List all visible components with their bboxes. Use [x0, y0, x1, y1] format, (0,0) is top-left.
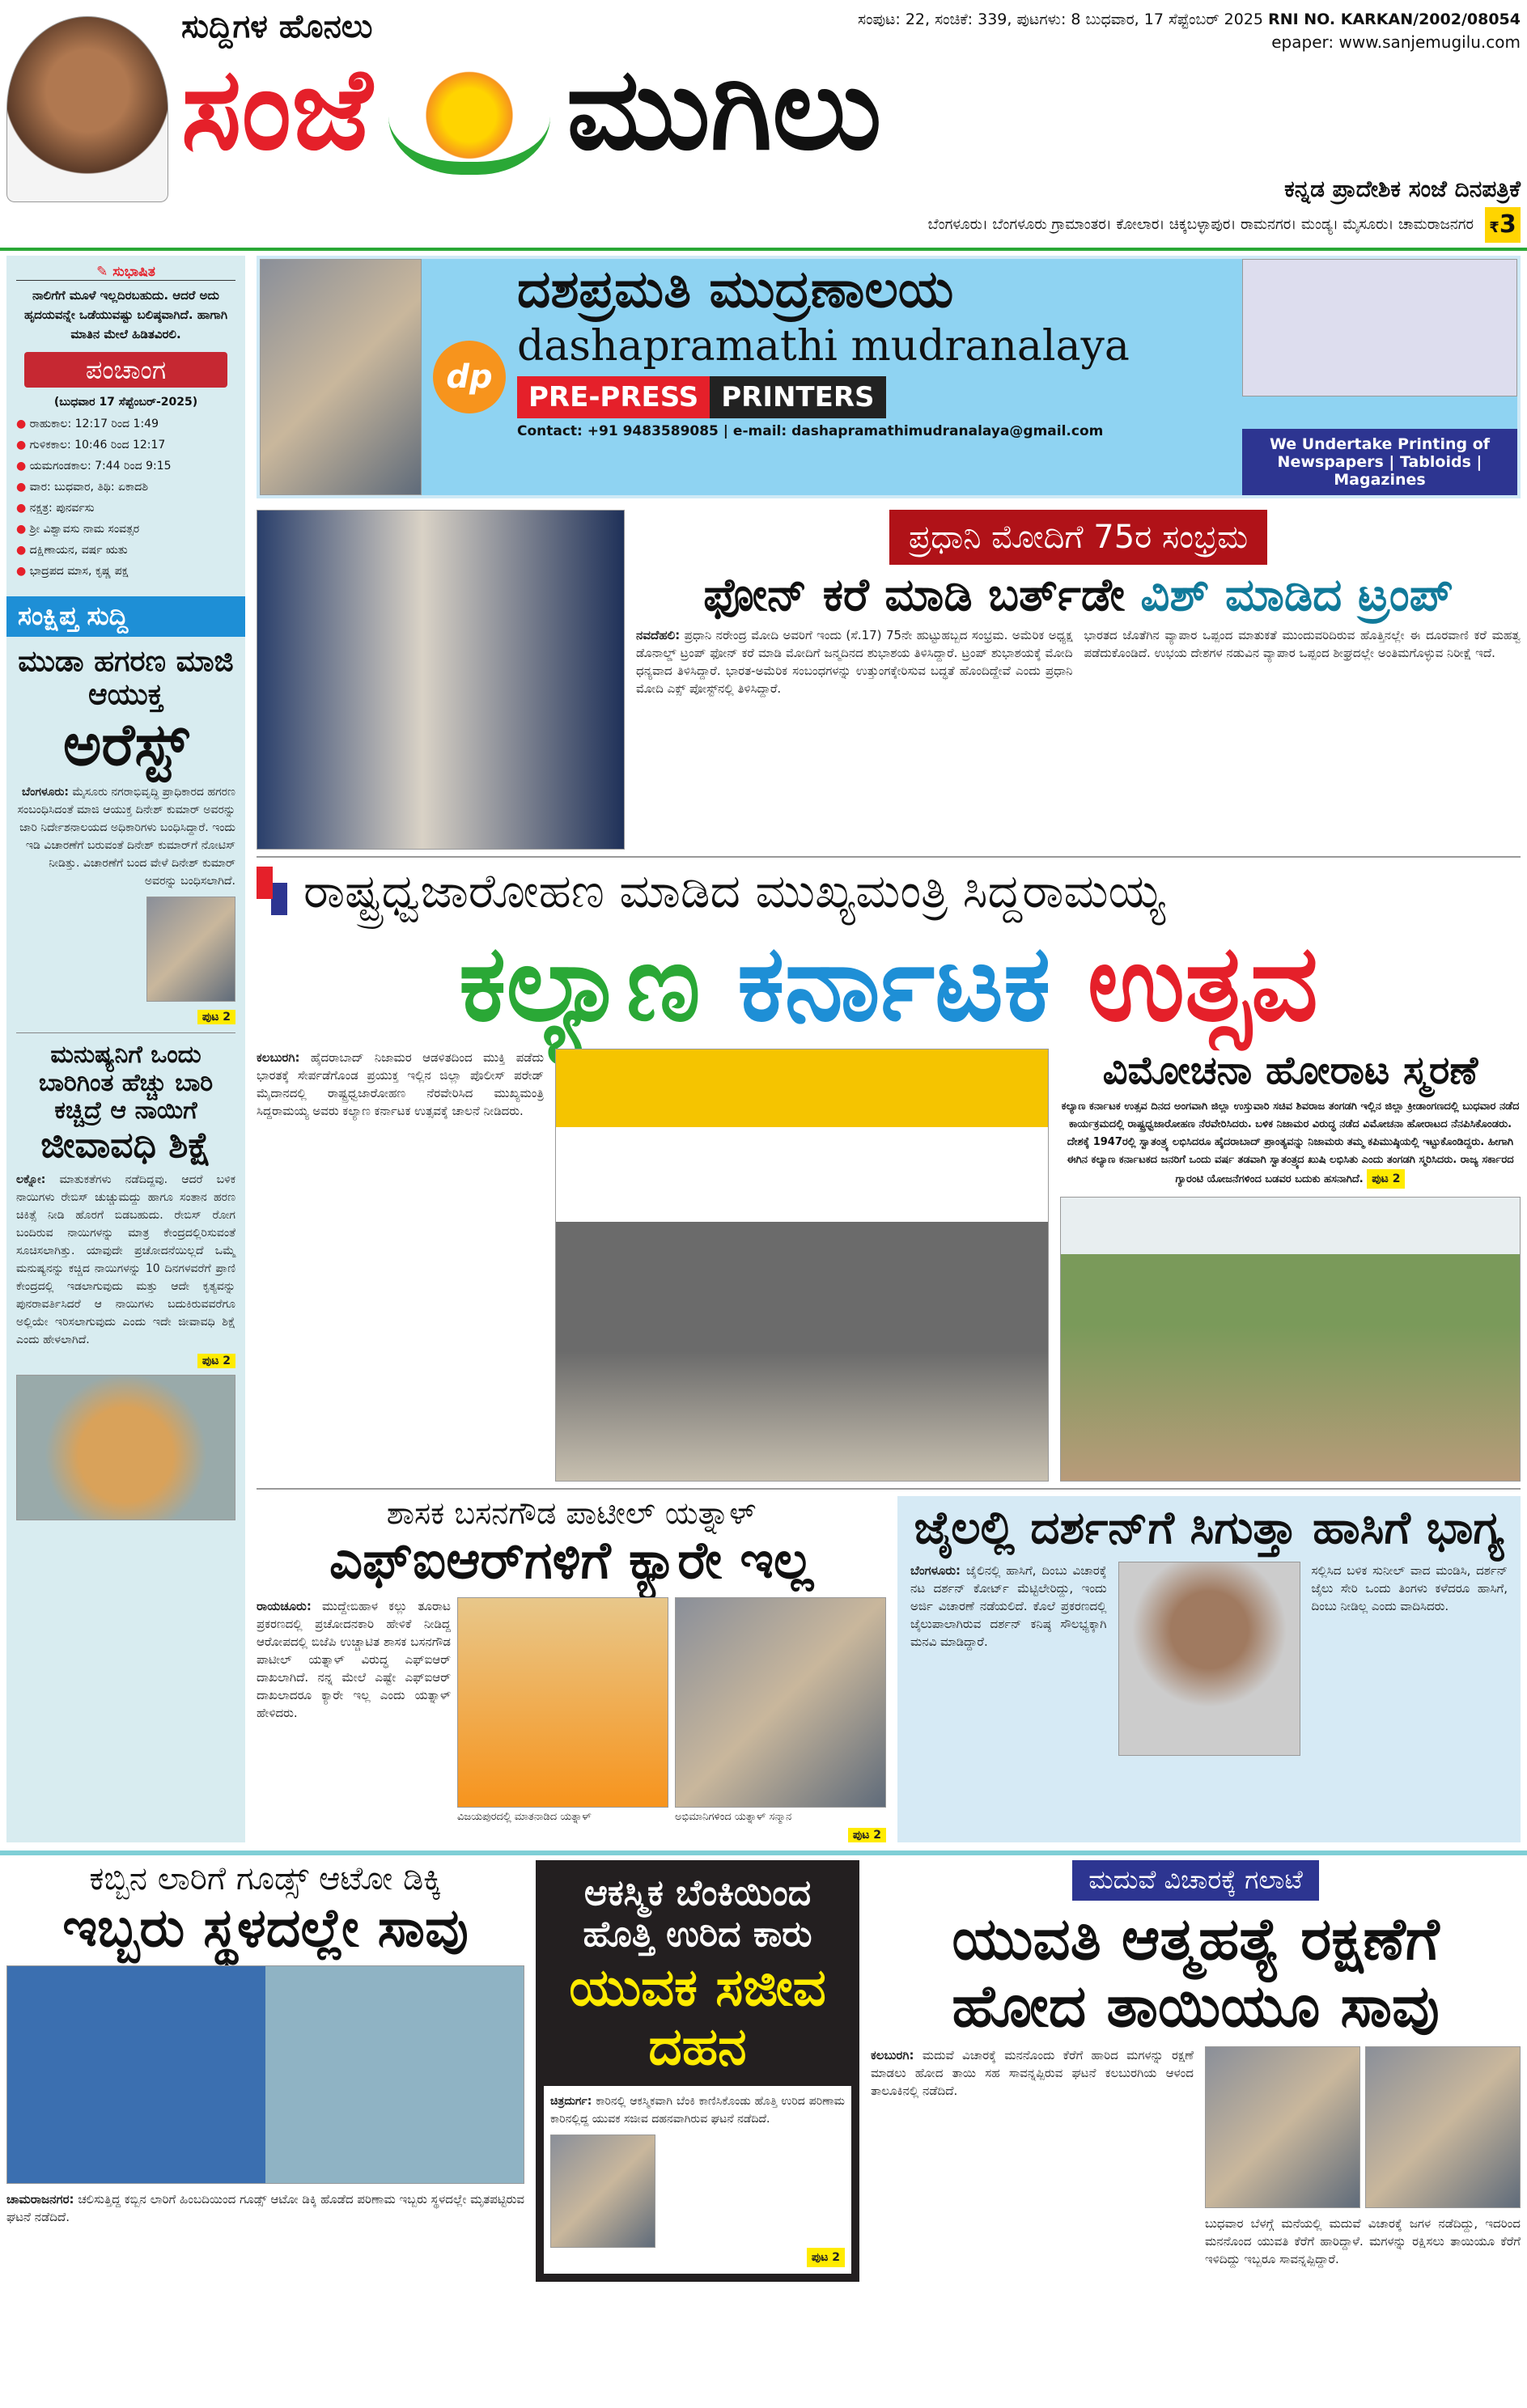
yatnal-felicitation-photo: [675, 1597, 886, 1808]
kalyana-headline: ಕಲ್ಯಾಣ ಕರ್ನಾಟಕ ಉತ್ಸವ: [459, 921, 1318, 1045]
brief-news-title: ಸಂಕ್ಷಿಪ್ತ ಸುದ್ದಿ: [6, 596, 245, 637]
darshan-story: [897, 1496, 1521, 1842]
modi-trump-photo: [257, 510, 625, 850]
continued-page-link[interactable]: ಪುಟ 2: [197, 1354, 235, 1368]
panchanga-item: ● ಭಾದ್ರಪದ ಮಾಸ, ಕೃಷ್ಣ ಪಕ್ಷ: [16, 565, 129, 578]
mother-photo: [1365, 2046, 1521, 2208]
bullet-icon: ●: [16, 460, 30, 473]
epaper-link[interactable]: epaper: www.sanjemugilu.com: [1271, 32, 1521, 52]
yatnal-caption2: ಅಭಿಮಾನಿಗಳಿಂದ ಯತ್ನಾಳ್ ಸನ್ಮಾನ: [675, 1811, 792, 1824]
bullet-icon: ●: [16, 544, 30, 557]
parade-photo: [1060, 1197, 1521, 1482]
rni-number: RNI NO. KARKAN/2002/08054: [1268, 11, 1521, 28]
darshan-photo: [1118, 1562, 1300, 1756]
modi-kicker: ಪ್ರಧಾನಿ ಮೋದಿಗೆ 75ರ ಸಂಭ್ರಮ: [889, 510, 1267, 565]
red-blue-marker-icon: [257, 867, 289, 915]
dinesh-kumar-photo: [146, 897, 235, 1002]
printing-press-ad: [257, 256, 1521, 498]
continued-page-link[interactable]: ಪುಟ 2: [197, 1010, 235, 1024]
suicide-kicker: ಮದುವೆ ವಿಚಾರಕ್ಕೆ ಗಲಾಟೆ: [1072, 1860, 1318, 1901]
price-badge: ₹3: [1485, 207, 1521, 243]
left-sidebar: [6, 256, 245, 1842]
continued-page-link[interactable]: ಪುಟ 2: [848, 1828, 886, 1842]
yatnal-headline: ಎಫ್‌ಐಆರ್‌ಗಳಿಗೆ ಕ್ಯಾರೇ ಇಲ್ಲ: [329, 1530, 814, 1591]
panchanga-date: (ಬುಧವಾರ 17 ಸೆಪ್ಟೆಂಬರ್-2025): [53, 396, 198, 409]
panchanga-list: [16, 413, 235, 582]
press-machine-photo: [260, 259, 422, 495]
story2-big: ಜೀವಾವಧಿ ಶಿಕ್ಷೆ: [40, 1124, 211, 1166]
liberation-body: ಕಲ್ಯಾಣ ಕರ್ನಾಟಕ ಉತ್ಸವ ದಿನದ ಅಂಗವಾಗಿ ಜಿಲ್ಲಾ ಉಸ್ತುವಾರಿ ಸಚಿವ ಶಿವರಾಜ ತಂಗಡಗಿ ಇಲ್ಲಿನ ಜಿಲ್ಲಾ ಕ್ರೀಡಾಂಗಣದಲ್ಲಿ ಬುಧವಾರ ನಡೆದ ಕಾರ್ಯಕ್ರಮದಲ್ಲಿ ರಾಷ್ಟ್ರಧ್ವಜಾರೋಹಣ ನೆರವೇರಿಸಿದರು. ಬಳಿಕ ನಿಜಾಮರ ವಿರುದ್ಧ ನಡೆದ ವಿಮೋಚನಾ ಹೋರಾಟದ ನೆನಪಿಸಿಕೊಂಡರು. ದೇಶಕ್ಕೆ 1947ರಲ್ಲಿ ಸ್ವಾತಂತ್ರ್ಯ ಲಭಿಸಿದರೂ ಹೈದರಾಬಾದ್ ಪ್ರಾಂತ್ಯವನ್ನು ನಿಜಾಮರು ತಮ್ಮ ಕಪಿಮುಷ್ಠಿಯಲ್ಲಿ ಇಟ್ಟುಕೊಂಡಿದ್ದರು. ಹೀಗಾಗಿ ಈಗಿನ ಕಲ್ಯಾಣ ಕರ್ನಾಟಕದ ಜನರಿಗೆ ಒಂದು ವರ್ಷ ತಡವಾಗಿ ಸ್ವಾತಂತ್ರ್ಯದ ಖುಷಿ ಲಭಿಸಿತು ಎಂದು ತಂಗಡಗಿ ಸ್ಮರಿಸಿದರು. ರಾಜ್ಯ ಸರ್ಕಾರದ ಗ್ಯಾರಂಟಿ ಯೋಜನೆಗಳಿಂದ ಬಡವರ ಬದುಕು ಹಸನಾಗಿದೆ. ಪುಟ 2: [1060, 1098, 1521, 1189]
ad-services: We Undertake Printing of Newspapers | Tabloids | Magazines: [1242, 429, 1517, 495]
flag-hoisting-photo: [555, 1049, 1049, 1482]
lorry-accident-photo: [6, 1965, 524, 2184]
continued-page-link[interactable]: ಪುಟ 2: [807, 2248, 845, 2267]
bullet-icon: ●: [16, 523, 30, 536]
divider: [257, 856, 1521, 858]
bullet-icon: ●: [16, 565, 30, 578]
panchanga-item: ● ಗುಳಿಕಕಾಲ: 10:46 ರಿಂದ 12:17: [16, 439, 166, 451]
bullet-icon: ●: [16, 502, 30, 515]
masthead: [0, 0, 1527, 251]
yatnal-speech-photo: [457, 1597, 668, 1808]
bullet-icon: ●: [16, 481, 30, 494]
editor-photo: [6, 16, 168, 202]
sun-palm-logo: [388, 45, 550, 175]
subhashita-title: ✎ ಸುಭಾಷಿತ: [16, 264, 235, 281]
divider: [0, 1851, 1527, 1855]
yatnal-caption1: ವಿಜಯಪುರದಲ್ಲಿ ಮಾತನಾಡಿದ ಯತ್ನಾಳ್: [457, 1811, 592, 1824]
dog-photo: [16, 1375, 235, 1520]
prepress-tag: PRE-PRESS: [517, 376, 710, 418]
subtitle: ಕನ್ನಡ ಪ್ರಾದೇಶಿಕ ಸಂಜೆ ದಿನಪತ್ರಿಕೆ: [1284, 176, 1521, 202]
panchanga-item: ● ಯಮಗಂಡಕಾಲ: 7:44 ರಿಂದ 9:15: [16, 460, 172, 473]
story2-headline: ಮನುಷ್ಯನಿಗೆ ಒಂದು ಬಾರಿಗಿಂತ ಹೆಚ್ಚು ಬಾರಿ ಕಚ್ಚಿದ್ರೆ ಆ ನಾಯಿಗೆ: [38, 1041, 214, 1126]
title-left: ಸಂಜೆ: [181, 44, 373, 176]
lorry-kicker: ಕಬ್ಬಿನ ಲಾರಿಗೆ ಗೂಡ್ಸ್ ಆಟೋ ಡಿಕ್ಕಿ: [89, 1860, 442, 1898]
suicide-body: ಕಲಬುರಗಿ: ಮದುವೆ ವಿಚಾರಕ್ಕೆ ಮನನೊಂದು ಕೆರೆಗೆ ಹಾರಿದ ಮಗಳನ್ನು ರಕ್ಷಣೆ ಮಾಡಲು ಹೋದ ತಾಯಿ ಸಹ ಸಾವನ್ನಪ್ಪಿರುವ ಘಟನೆ ಕಲಬುರಗಿಯ ಆಳಂದ ತಾಲೂಕಿನಲ್ಲಿ ನಡೆದಿದೆ.: [871, 2047, 1194, 2098]
kalyana-body: ಕಲಬುರಗಿ: ಹೈದರಾಬಾದ್ ನಿಜಾಮರ ಆಡಳಿತದಿಂದ ಮುಕ್ತಿ ಪಡೆದು ಭಾರತಕ್ಕೆ ಸೇರ್ಪಡೆಗೊಂಡ ಪ್ರಯುಕ್ತ ಇಲ್ಲಿನ ಜಿಲ್ಲಾ ಪೊಲೀಸ್ ಪರೇಡ್ ಮೈದಾನದಲ್ಲಿ ರಾಷ್ಟ್ರಧ್ವಜಾರೋಹಣ ನೆರವೇರಿಸಿದ ಮುಖ್ಯಮಂತ್ರಿ ಸಿದ್ದರಾಮಯ್ಯ ಅವರು ಕಲ್ಯಾಣ ಕರ್ನಾಟಕ ಉತ್ಸವಕ್ಕೆ ಚಾಲನೆ ನೀಡಿದರು.: [257, 1050, 544, 1119]
car-fire-story: [536, 1860, 859, 2281]
yatnal-body: ರಾಯಚೂರು: ಮುದ್ದೇಬಿಹಾಳ ಕಲ್ಲು ತೂರಾಟ ಪ್ರಕರಣದಲ್ಲಿ ಪ್ರಚೋದನಕಾರಿ ಹೇಳಿಕೆ ನೀಡಿದ್ದ ಆರೋಪದಲ್ಲಿ ಬಿಜೆಪಿ ಉಚ್ಚಾಟಿತ ಶಾಸಕ ಬಸನಗೌಡ ಪಾಟೀಲ್ ಯತ್ನಾಳ್ ವಿರುದ್ಧ ಎಫ್‌ಐಆರ್ ದಾಖಲಾಗಿದೆ. ನನ್ನ ಮೇಲೆ ಎಷ್ಟೇ ಎಫ್‌ಐಆರ್ ದಾಖಲಾದರೂ ಕ್ಯಾರೇ ಇಲ್ಲ ಎಂದು ಯತ್ನಾಳ್ ಹೇಳಿದರು.: [257, 1599, 451, 1721]
lorry-body: ಚಾಮರಾಜನಗರ: ಚಲಿಸುತ್ತಿದ್ದ ಕಬ್ಬಿನ ಲಾರಿಗೆ ಹಿಂಬದಿಯಿಂದ ಗೂಡ್ಸ್ ಆಟೋ ಡಿಕ್ಕಿ ಹೊಡೆದ ಪರಿಣಾಮ ಇಬ್ಬರು ಸ್ಥಳದಲ್ಲೇ ಮೃತಪಟ್ಟಿರುವ ಘಟನೆ ನಡೆದಿದೆ.: [6, 2192, 524, 2225]
dp-logo: dp: [433, 341, 506, 413]
regions: ಬೆಂಗಳೂರು। ಬೆಂಗಳೂರು ಗ್ರಾಮಾಂತರ। ಕೋಲಾರ। ಚಿಕ್ಕಬಳ್ಳಾಪುರ। ರಾಮನಗರ। ಮಂಡ್ಯ। ಮೈಸೂರು। ಚಾಮರಾಜನಗರ: [927, 216, 1474, 233]
story2-body: ಲಕ್ನೋ: ಮಾತುಕತೆಗಳು ನಡೆದಿದ್ದವು. ಆದರೆ ಬಳಿಕ ನಾಯಿಗಳು ರೇಬಿಸ್ ಚುಚ್ಚುಮದ್ದು ಹಾಗೂ ಸಂತಾನ ಹರಣ ಚಿಕಿತ್ಸೆ ನೀಡಿ ಹೊರಗೆ ಬಿಡಬಹುದು. ರೇಬಿಸ್ ರೋಗ ಬಂದಿರುವ ನಾಯಿಗಳನ್ನು ಮಾತ್ರ ಕೇಂದ್ರದಲ್ಲಿರಿಸುವಂತೆ ಸೂಚಿಸಲಾಗಿತ್ತು. ಯಾವುದೇ ಪ್ರಚೋದನೆಯಿಲ್ಲದೆ ಒಮ್ಮೆ ಮನುಷ್ಯನನ್ನು ಕಚ್ಚಿದ ನಾಯಿಗಳನ್ನು 10 ದಿನಗಳವರೆಗೆ ಪ್ರಾಣಿ ಕೇಂದ್ರದಲ್ಲಿ ಇಡಲಾಗುವುದು ಮತ್ತು ಆದೇ ಕೃತ್ಯವನ್ನು ಪುನರಾವರ್ತಿಸಿದರೆ ಆ ನಾಯಿಗಳು ಬದುಕಿರುವವರೆಗೂ ಅಲ್ಲಿಯೇ ಇರಿಸಲಾಗುವುದು ಎಂದು ಇದೇ ಜೀವಾವಧಿ ಶಿಕ್ಷೆ ಎಂದು ಹೇಳಲಾಗಿದೆ.: [16, 1173, 235, 1347]
yatnal-kicker: ಶಾಸಕ ಬಸನಗೌಡ ಪಾಟೀಲ್ ಯತ್ನಾಳ್: [386, 1495, 757, 1532]
story1-body: ಬೆಂಗಳೂರು: ಮೈಸೂರು ನಗರಾಭಿವೃದ್ಧಿ ಪ್ರಾಧಿಕಾರದ ಹಗರಣ ಸಂಬಂಧಿಸಿದಂತೆ ಮಾಜಿ ಆಯುಕ್ತ ದಿನೇಶ್ ಕುಮಾರ್ ಅವರನ್ನು ಜಾರಿ ನಿರ್ದೇಶನಾಲಯದ ಅಧಿಕಾರಿಗಳು ಬಂಧಿಸಿದ್ದಾರೆ. ಇಂದು ಇಡಿ ವಿಚಾರಣೆಗೆ ಬರುವಂತೆ ದಿನೇಶ್ ಕುಮಾರ್‌ಗೆ ನೋಟಿಸ್ ನೀಡಿತ್ತು. ವಿಚಾರಣೆಗೆ ಬಂದ ವೇಳೆ ದಿನೇಶ್ ಕುಮಾರ್ ಅವರನ್ನು ಬಂಧಿಸಲಾಗಿದೆ.: [17, 786, 235, 888]
panchanga-banner: ಪಂಚಾಂಗ: [24, 352, 227, 388]
ad-title-english: dashapramathi mudranalaya: [517, 321, 1130, 371]
continued-page-link[interactable]: ಪುಟ 2: [1367, 1169, 1405, 1189]
issue-date: ಸಂಪುಟ: 22, ಸಂಚಿಕೆ: 339, ಪುಟಗಳು: 8 ಬುಧವಾರ, 17 ಸೆಪ್ಟೆಂಬರ್ 2025: [858, 11, 1264, 28]
modi-body-col1: ನವದೆಹಲಿ: ಪ್ರಧಾನಿ ನರೇಂದ್ರ ಮೋದಿ ಅವರಿಗೆ ಇಂದು (ಸೆ.17) 75ನೇ ಹುಟ್ಟುಹಬ್ಬದ ಸಂಭ್ರಮ. ಅಮೆರಿಕ ಅಧ್ಯಕ್ಷ ಡೊನಾಲ್ಡ್ ಟ್ರಂಪ್ ಫೋನ್ ಕರೆ ಮಾಡಿ ಮೋದಿಗೆ ಜನ್ಮದಿನದ ಶುಭಾಶಯ ತಿಳಿಸಿದ್ದಾರೆ. ಟ್ರಂಪ್ ಶುಭಾಶಯಕ್ಕೆ ಮೋದಿ ಧನ್ಯವಾದ ತಿಳಿಸಿದ್ದಾರೆ. ಭಾರತ-ಅಮೆರಿಕ ಸಂಬಂಧಗಳನ್ನು ಉತ್ತುಂಗಕ್ಕೇರಿಸುವ ಬದ್ಧತೆ ಹೊಂದಿದ್ದೇವೆ ಎಂದು ಪ್ರಧಾನಿ ಮೋದಿ ಎಕ್ಸ್ ಪೋಸ್ಟ್‌ನಲ್ಲಿ ತಿಳಿಸಿದ್ದಾರೆ.: [636, 628, 1073, 697]
bullet-icon: ●: [16, 439, 30, 451]
divider: [257, 1488, 1521, 1490]
bullet-icon: ●: [16, 418, 30, 430]
panchanga-item: ● ನಕ್ಷತ್ರ: ಪುನರ್ವಸು: [16, 502, 95, 515]
darshan-headline: ಜೈಲಲ್ಲಿ ದರ್ಶನ್‌ಗೆ ಸಿಗುತ್ತಾ ಹಾಸಿಗೆ ಭಾಗ್ಯ: [914, 1502, 1504, 1555]
title-right: ಮುಗಿಲು: [566, 44, 882, 176]
suicide-headline-1: ಯುವತಿ ಆತ್ಮಹತ್ಯೆ ರಕ್ಷಣೆಗೆ: [952, 1905, 1440, 1973]
suicide-headline-2: ಹೋದ ತಾಯಿಯೂ ಸಾವು: [952, 1971, 1440, 2040]
young-woman-photo: [1205, 2046, 1360, 2208]
issue-info: [858, 8, 1521, 31]
panchanga-item: ● ಶ್ರೀ ವಿಶ್ವಾವಸು ನಾಮ ಸಂವತ್ಸರ: [16, 523, 140, 536]
modi-headline: ಫೋನ್ ಕರೆ ಮಾಡಿ ಬರ್ತ್‌ಡೇ ವಿಶ್ ಮಾಡಿದ ಟ್ರಂಪ್: [703, 569, 1453, 621]
darshan-body-col1: ಬೆಂಗಳೂರು: ಜೈಲಿನಲ್ಲಿ ಹಾಸಿಗೆ, ದಿಂಬು ವಿಚಾರಕ್ಕೆ ನಟ ದರ್ಶನ್ ಕೋರ್ಟ್ ಮೆಟ್ಟಿಲೇರಿದ್ದು, ಇಂದು ಅರ್ಜಿ ವಿಚಾರಣೆ ನಡೆಯಲಿದೆ. ಕೊಲೆ ಪ್ರಕರಣದಲ್ಲಿ ಜೈಲುಪಾಲಾಗಿರುವ ದರ್ಶನ್ ಕನಿಷ್ಠ ಸೌಲಭ್ಯಕ್ಕಾಗಿ ಮನವಿ ಮಾಡಿದ್ದಾರೆ.: [910, 1562, 1107, 1649]
modi-body-col2: ಭಾರತದ ಜೊತೆಗಿನ ವ್ಯಾಪಾರ ಒಪ್ಪಂದ ಮಾತುಕತೆ ಮುಂದುವರಿದಿರುವ ಹೊತ್ತಿನಲ್ಲೇ ಈ ದೂರವಾಣಿ ಕರೆ ಮಹತ್ವ ಪಡೆದುಕೊಂಡಿದೆ. ಉಭಯ ದೇಶಗಳ ನಡುವಿನ ವ್ಯಾಪಾರ ಒಪ್ಪಂದ ಶೀಘ್ರದಲ್ಲೇ ಅಂತಿಮಗೊಳ್ಳುವ ನಿರೀಕ್ಷೆ ಇದೆ.: [1084, 628, 1521, 661]
ad-contact: Contact: +91 9483589085 | e-mail: dashapramathimudranalaya@gmail.com: [517, 423, 1104, 440]
car-fire-body: ಚಿತ್ರದುರ್ಗ: ಕಾರಿನಲ್ಲಿ ಆಕಸ್ಮಿಕವಾಗಿ ಬೆಂಕಿ ಕಾಣಿಸಿಕೊಂಡು ಹೊತ್ತಿ ಉರಿದ ಪರಿಣಾಮ ಕಾರಿನಲ್ಲಿದ್ದ ಯುವಕ ಸಜೀವ ದಹನವಾಗಿರುವ ಘಟನೆ ನಡೆದಿದೆ. ಪುಟ 2: [544, 2086, 851, 2274]
liberation-headline: ವಿಮೋಚನಾ ಹೋರಾಟ ಸ್ಮರಣೆ: [1102, 1048, 1478, 1094]
story1-headline: ಮುಡಾ ಹಗರಣ ಮಾಜಿ ಆಯುಕ್ತ: [18, 644, 234, 711]
printers-tag: PRINTERS: [710, 376, 885, 418]
lorry-headline: ಇಬ್ಬರು ಸ್ಥಳದಲ್ಲೇ ಸಾವು: [62, 1897, 469, 1960]
ad-title-kannada: ದಶಪ್ರಮತಿ ಮುದ್ರಣಾಲಯ: [517, 260, 954, 320]
car-fire-kicker: ಆಕಸ್ಮಿಕ ಬೆಂಕಿಯಿಂದ ಹೊತ್ತಿ ಉರಿದ ಕಾರು: [583, 1872, 812, 1956]
panchanga-item: ● ರಾಹುಕಾಲ: 12:17 ರಿಂದ 1:49: [16, 418, 159, 430]
subhashita-text: ನಾಲಿಗೆಗೆ ಮೂಳೆ ಇಲ್ಲದಿರಬಹುದು. ಆದರೆ ಅದು ಹೃದಯವನ್ನೇ ಒಡೆಯುವಷ್ಟು ಬಲಿಷ್ಠವಾಗಿದೆ. ಹಾಗಾಗಿ ಮಾತಿನ ಮೇಲೆ ಹಿಡಿತವಿರಲಿ.: [23, 288, 228, 341]
panchanga-item: ● ವಾರ: ಬುಧವಾರ, ತಿಥಿ: ಏಕಾದಶಿ: [16, 481, 149, 494]
suicide-body-2: ಬುಧವಾರ ಬೆಳಗ್ಗೆ ಮನೆಯಲ್ಲಿ ಮದುವೆ ವಿಚಾರಕ್ಕೆ ಜಗಳ ನಡೆದಿದ್ದು, ಇದರಿಂದ ಮನನೊಂದ ಯುವತಿ ಕೆರೆಗೆ ಹಾರಿದ್ದಾಳೆ. ಮಗಳನ್ನು ರಕ್ಷಿಸಲು ತಾಯಿಯೂ ಕೆರೆಗೆ ಇಳಿದಿದ್ದು ಇಬ್ಬರೂ ಸಾವನ್ನಪ್ಪಿದ್ದಾರೆ.: [1205, 2215, 1521, 2266]
story1-big: ಅರೆಸ್ಟ್: [62, 710, 189, 779]
victim-photo: [550, 2135, 655, 2248]
car-fire-headline: ಯುವಕ ಸಜೀವ ದಹನ: [569, 1957, 826, 2078]
kalyana-kicker: ರಾಷ್ಟ್ರಧ್ವಜಾರೋಹಣ ಮಾಡಿದ ಮುಖ್ಯಮಂತ್ರಿ ಸಿದ್ದರಾಮಯ್ಯ: [303, 863, 1165, 918]
digital-printer-photo: [1242, 259, 1517, 396]
panchanga-item: ● ದಕ್ಷಿಣಾಯನ, ವರ್ಷ ಋತು: [16, 544, 128, 557]
tagline: ಸುದ್ದಿಗಳ ಹೊನಲು: [181, 8, 373, 45]
darshan-body-col2: ಸಲ್ಲಿಸಿದ ಬಳಿಕ ಸುನೀಲ್ ವಾದ ಮಂಡಿಸಿ, ದರ್ಶನ್ ಜೈಲು ಸೇರಿ ಒಂದು ತಿಂಗಳು ಕಳೆದರೂ ಹಾಸಿಗೆ, ದಿಂಬು ನೀಡಿಲ್ಲ ಎಂದು ವಾದಿಸಿದರು.: [1311, 1562, 1508, 1613]
